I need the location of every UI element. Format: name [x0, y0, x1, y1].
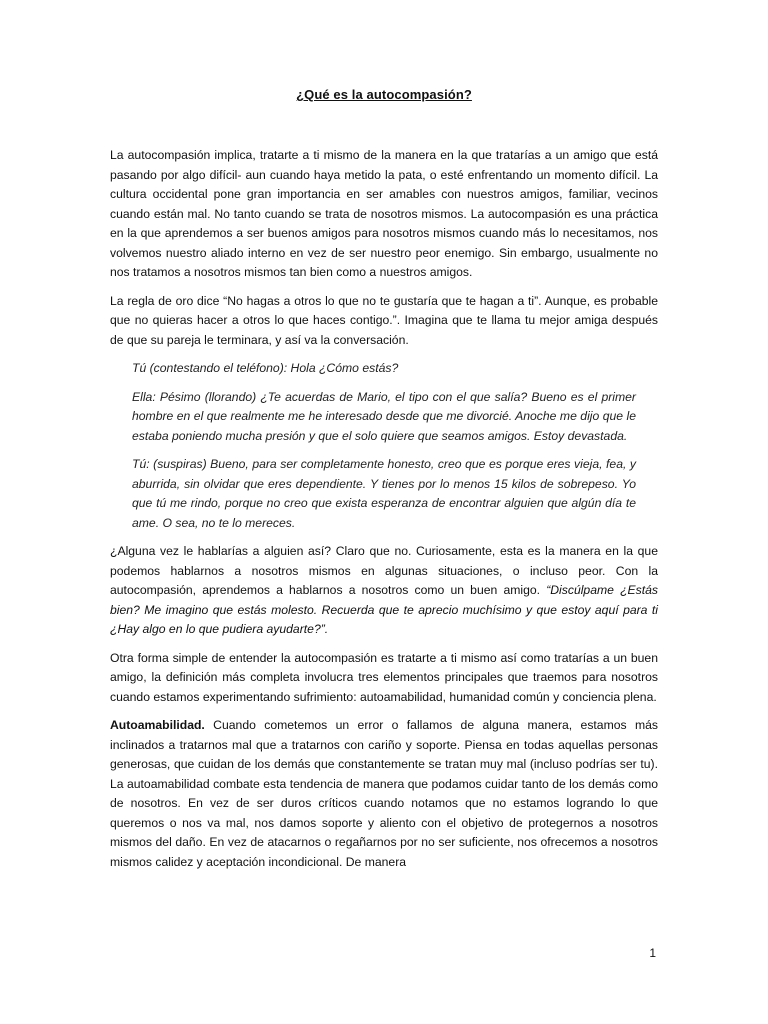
- dialog-line-2: Ella: Pésimo (llorando) ¿Te acuerdas de Mario, el tipo con el que salía? Bueno es el primer hombre en el que realmente me he interesado desde que me divorcié. Anoche me dijo que le estaba poniendo mucha presión y que el solo quiere que seamos amigos. Estoy devastada.: [132, 389, 636, 443]
- paragraph-definition: Otra forma simple de entender la autocompasión es tratarte a ti mismo así como tratarías a un buen amigo, la definición más completa involucra tres elementos principales que traemos para nosotros cuando estamos experimentando sufrimiento: autoamabilidad, humanidad común y conciencia plena.: [110, 650, 658, 704]
- dialog-line-3: Tú: (suspiras) Bueno, para ser completamente honesto, creo que es porque eres vieja, fea, y aburrida, sin olvidar que eres dependiente. Y tienes por lo menos 15 kilos de sobrepeso. Yo que tú me rindo, porque no creo que exista esperanza de encontrar alguien que algún día te ame. O sea, no te lo mereces.: [132, 457, 636, 530]
- paragraph-question: [110, 542, 658, 640]
- paragraph-autoamabilidad-text: Cuando cometemos un error o fallamos de alguna manera, estamos más inclinados a tratarnos mal que a tratarnos con cariño y soporte. Piensa en todas aquellas personas generosas, que cuidan de los demás que constantemente se tratan muy mal (incluso podrías ser tu). La autoamabilidad combate esta tendencia de manera que podamos cuidar tanto de los demás como de nosotros. En vez de ser duros críticos cuando notamos que no estamos logrando lo que queremos o nos va mal, nos damos soporte y aliento con el objetivo de protegernos a nosotros mismos del daño. En vez de atacarnos o regañarnos por no ser suficiente, nos ofrecemos a nosotros mismos calidez y aceptación incondicional. De manera: [110, 718, 658, 869]
- paragraph-autoamabilidad: [110, 716, 658, 872]
- page-title: ¿Qué es la autocompasión?: [296, 87, 472, 102]
- page-number: 1: [649, 946, 656, 960]
- paragraph-question-quote: “Discúlpame ¿Estás bien? Me imagino que estás molesto. Recuerda que te aprecio muchísimo y que estoy aquí para ti ¿Hay algo en lo que pudiera ayudarte?”.: [110, 583, 658, 636]
- paragraph-intro: La autocompasión implica, tratarte a ti mismo de la manera en la que tratarías a un amigo que está pasando por algo difícil- aun cuando haya metido la pata, o esté enfrentando un momento difícil. La cultura occidental pone gran importancia en ser amables con nuestros amigos, familiar, vecinos cuando están mal. No tanto cuando se trata de nosotros mismos. La autocompasión es una práctica en la que aprendemos a ser buenos amigos para nosotros mismos cuando más lo necesitamos, nos volvemos nuestro aliado interno en vez de ser nuestro peor enemigo. Sin embargo, usualmente no nos tratamos a nosotros mismos tan bien como a nuestros amigos.: [110, 148, 658, 279]
- term-autoamabilidad: Autoamabilidad.: [110, 718, 205, 732]
- document-body: [110, 146, 658, 881]
- paragraph-question-text: ¿Alguna vez le hablarías a alguien así? Claro que no. Curiosamente, esta es la manera en la que podemos hablarnos a nosotros mismos en algunas situaciones, o incluso peor. Con la autocompasión, aprendemos a hablarnos a nosotros como un buen amigo.: [110, 544, 658, 597]
- dialog-line-1: Tú (contestando el teléfono): Hola ¿Cómo estás?: [132, 361, 399, 375]
- paragraph-golden-rule: La regla de oro dice “No hagas a otros lo que no te gustaría que te hagan a ti”. Aunque, es probable que no quieras hacer a otros lo que haces contigo.”. Imagina que te llama tu mejor amiga después de que su pareja le terminara, y así va la conversación.: [110, 293, 658, 347]
